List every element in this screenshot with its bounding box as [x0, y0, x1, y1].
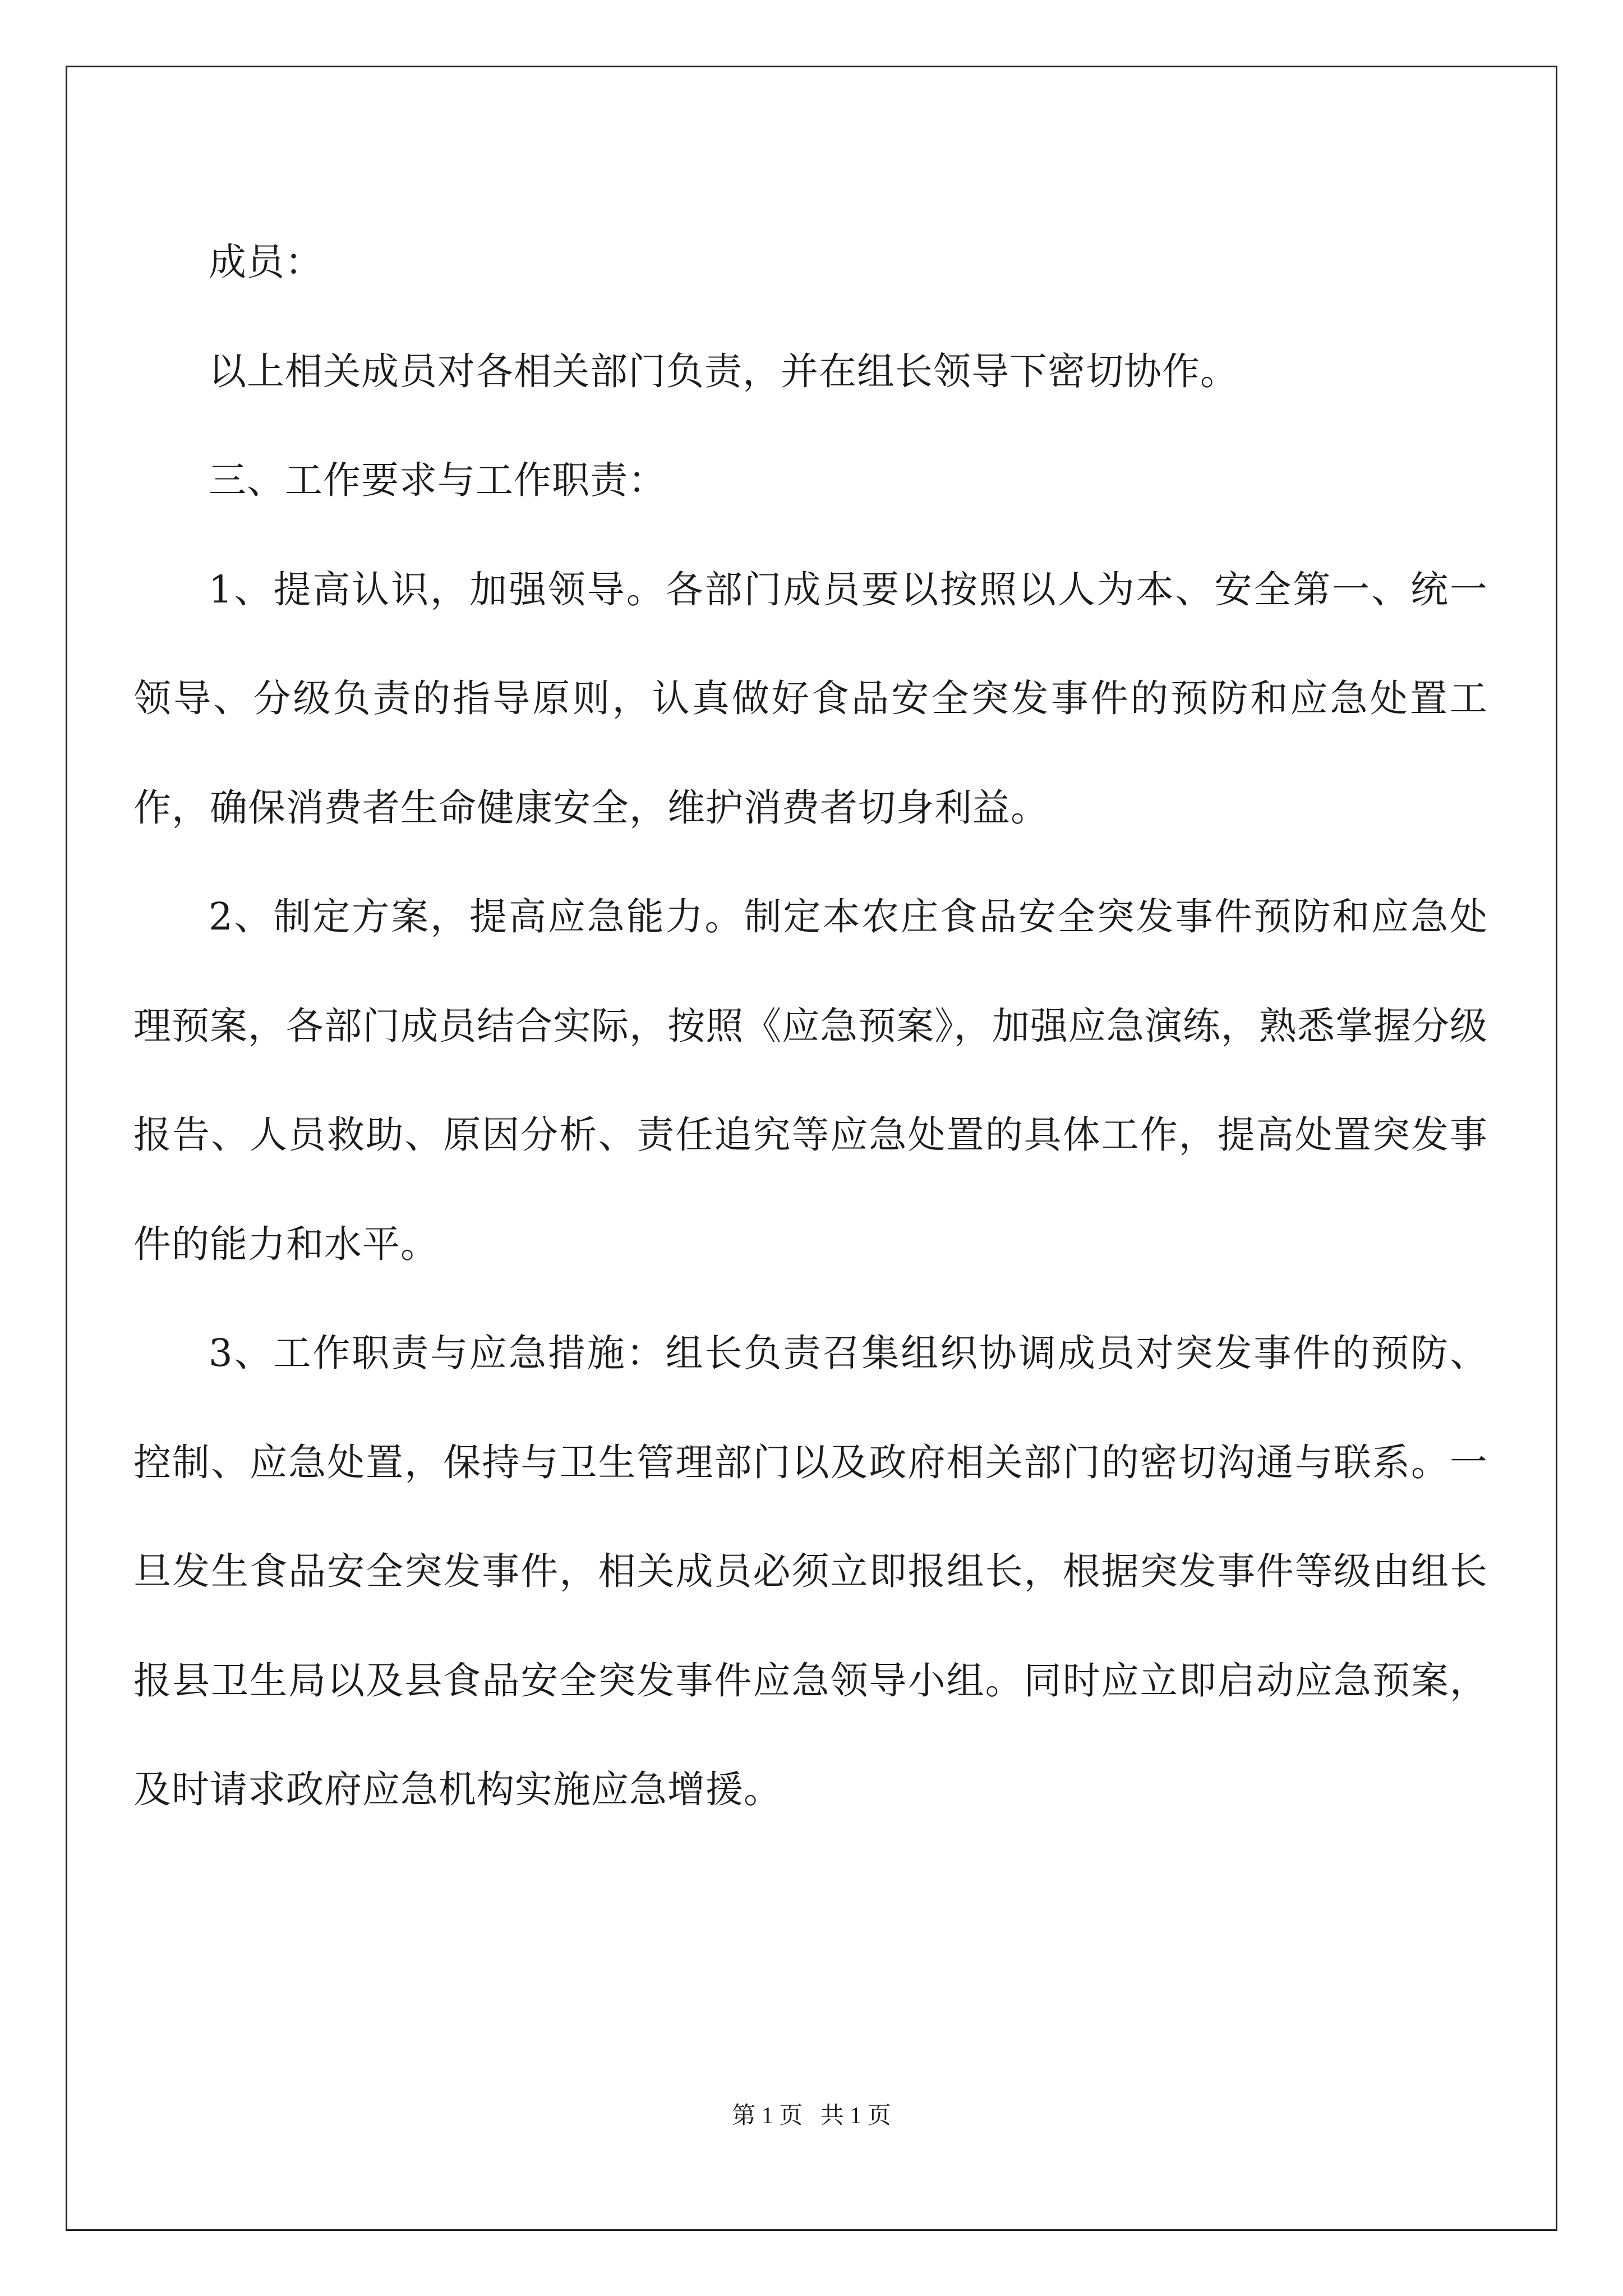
paragraph-item-2: 2、制定方案，提高应急能力。制定本农庄食品安全突发事件预防和应急处理预案，各部门成员结合实际，按照《应急预案》，加强应急演练，熟悉掌握分级报告、人员救助、原因分析、责任追究等应急处置的具体工作，提高处置突发事件的能力和水平。 [133, 895, 1488, 1266]
page-number: 第 1 页 [732, 2103, 803, 2129]
paragraph-item-3: 3、工作职责与应急措施：组长负责召集组织协调成员对突发事件的预防、控制、应急处置，保持与卫生管理部门以及政府相关部门的密切沟通与联系。一旦发生食品安全突发事件，相关成员必须立即报组长，根据突发事件等级由组长报县卫生局以及县食品安全突发事件应急领导小组。同时应立即启动应急预案，及时请求政府应急机构实施应急增援。 [133, 1331, 1488, 1811]
paragraph-item-1: 1、提高认识，加强领导。各部门成员要以按照以人为本、安全第一、统一领导、分级负责的指导原则，认真做好食品安全突发事件的预防和应急处置工作，确保消费者生命健康安全，维护消费者切身利益。 [133, 567, 1488, 830]
section-heading-requirements: 三、工作要求与工作职责： [209, 458, 666, 502]
page-total: 共 1 页 [820, 2103, 891, 2129]
paragraph-members-responsibility: 以上相关成员对各相关部门负责，并在组长领导下密切协作。 [209, 349, 1238, 393]
document-body [133, 208, 1488, 1844]
paragraph-members: 成员： [209, 240, 323, 284]
page-footer [0, 2099, 1623, 2133]
